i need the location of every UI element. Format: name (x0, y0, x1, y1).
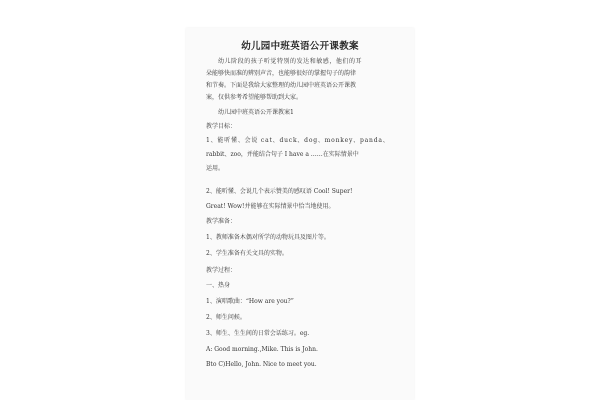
goals-heading: 教学目标： (206, 123, 237, 130)
process-section: 一、热身 (206, 282, 231, 289)
intro-line: 朵能够快而准的辨别声音，也能够很好的掌握句子的韵律 (206, 70, 357, 77)
goal-item: 2、能听懂、会说几个表示赞美的感叹语 Cool! Super! (206, 188, 353, 195)
lesson-subtitle: 幼儿园中班英语公开课教案1 (218, 109, 294, 116)
dialog-line: Bto C)Hello, John. Nice to meet you. (206, 361, 317, 368)
prep-heading: 教学准备： (206, 218, 237, 225)
process-step: 1、演唱歌曲：“How are you?” (206, 298, 294, 305)
goal-item: Great! Wow!并能够在实际情景中恰当地使用。 (206, 203, 335, 210)
process-step: 3、师生、生生间的日常会话练习。eg. (206, 330, 310, 337)
prep-item: 1、教师准备木偶对所学的动物玩具及图片等。 (206, 234, 330, 241)
process-step: 2、师生问候。 (206, 314, 246, 321)
goal-item: 1、能听懂、会说 cat、duck、dog、monkey、panda、 (206, 137, 390, 144)
document-page (186, 28, 414, 400)
intro-line: 和节奏。下面是我给大家整理的幼儿园中班英语公开课教 (206, 82, 357, 89)
process-heading: 教学过程： (206, 267, 237, 274)
prep-item: 2、学生准备有关文具的实物。 (206, 250, 288, 257)
goal-item: rabbit、zoo，并能结合句子 I have a ……在实际情景中 (206, 151, 359, 158)
intro-line: 案，仅供参考希望能够帮助到大家。 (206, 94, 303, 101)
goal-item: 运用。 (206, 165, 225, 172)
intro-line: 幼儿阶段的孩子听觉特别的发达和敏感，他们的耳 (218, 58, 363, 65)
dialog-line: A: Good morning.,Mike. This is John. (206, 346, 318, 353)
document-title: 幼儿园中班英语公开课教案 (241, 41, 359, 52)
